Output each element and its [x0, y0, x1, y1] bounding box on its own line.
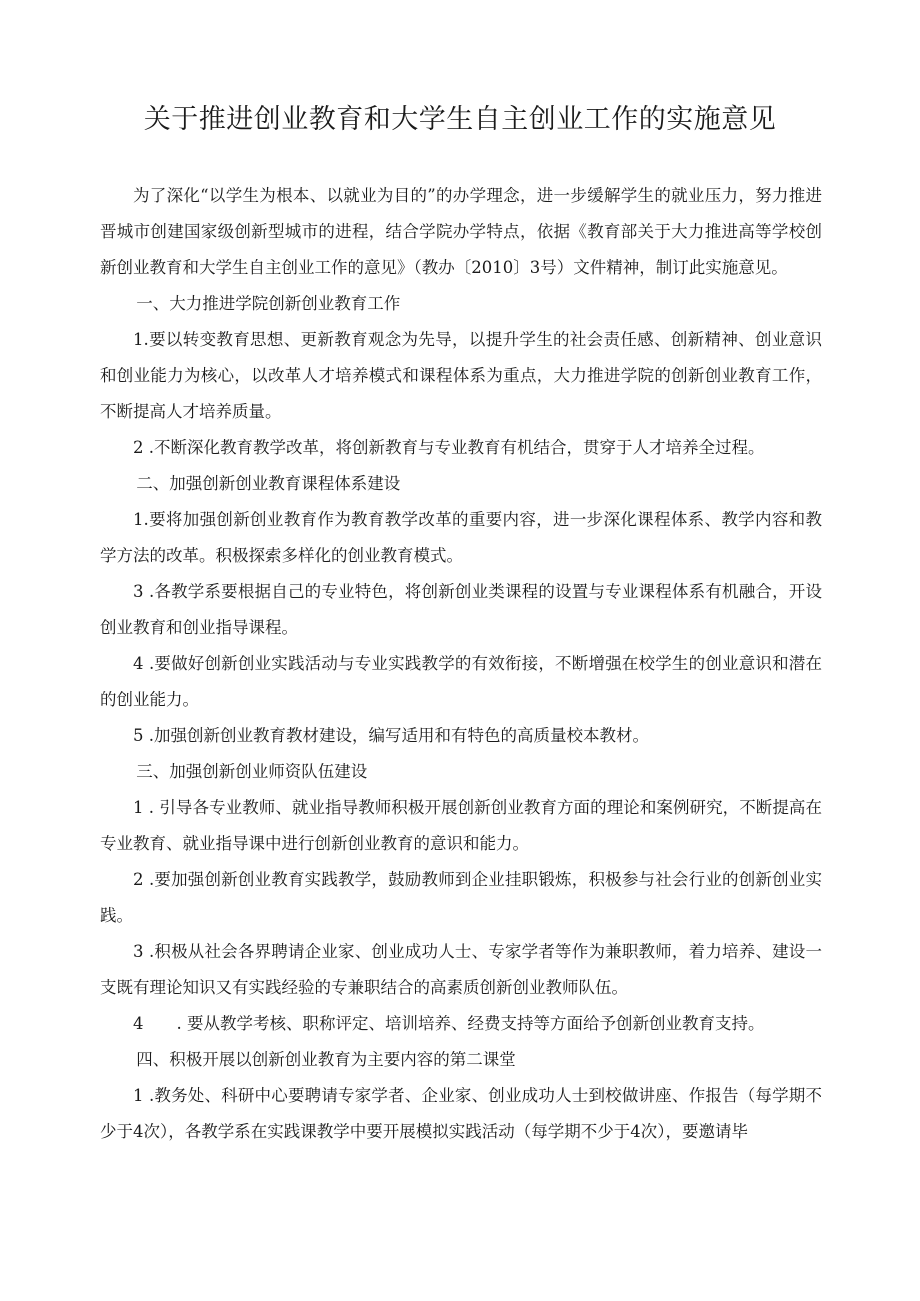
section-3-item-2: 2 .要加强创新创业教育实践教学，鼓励教师到企业挂职锻炼，积极参与社会行业的创新创业实践。: [100, 870, 822, 925]
section-1-item-1: 1.要以转变教育思想、更新教育观念为先导，以提升学生的社会责任感、创新精神、创业意识和创业能力为核心，以改革人才培养模式和课程体系为重点，大力推进学院的创新创业教育工作，不断提高人才培养质量。: [100, 330, 822, 421]
section-3-item-3: 3 .积极从社会各界聘请企业家、创业成功人士、专家学者等作为兼职教师，着力培养、建设一支既有理论知识又有实践经验的专兼职结合的高素质创新创业教师队伍。: [100, 942, 822, 997]
section-heading-1: 一、大力推进学院创新创业教育工作: [136, 294, 401, 313]
section-heading-4: 四、积极开展以创新创业教育为主要内容的第二课堂: [136, 1050, 516, 1069]
section-3-item-1: 1 . 引导各专业教师、就业指导教师积极开展创新创业教育方面的理论和案例研究，不断提高在专业教育、就业指导课中进行创新创业教育的意识和能力。: [100, 798, 822, 853]
section-heading-3: 三、加强创新创业师资队伍建设: [136, 762, 368, 781]
section-heading-2: 二、加强创新创业教育课程体系建设: [136, 474, 401, 493]
document-body: [100, 178, 822, 1150]
document-title: 关于推进创业教育和大学生自主创业工作的实施意见: [143, 104, 777, 135]
intro-paragraph: 为了深化“以学生为根本、以就业为目的”的办学理念，进一步缓解学生的就业压力，努力推进晋城市创建国家级创新型城市的进程，结合学院办学特点，依据《教育部关于大力推进高等学校创新创业教育和大学生自主创业工作的意见》（教办〔2010〕3号）文件精神，制订此实施意见。: [100, 186, 822, 277]
section-2-item-5: 5 .加强创新创业教育教材建设，编写适用和有特色的高质量校本教材。: [133, 726, 649, 745]
section-2-item-4: 4 .要做好创新创业实践活动与专业实践教学的有效衔接，不断增强在校学生的创业意识和潜在的创业能力。: [100, 654, 822, 709]
section-3-item-4: 4 . 要从教学考核、职称评定、培训培养、经费支持等方面给予创新创业教育支持。: [133, 1014, 765, 1033]
section-1-item-2: 2 .不断深化教育教学改革，将创新教育与专业教育有机结合，贯穿于人才培养全过程。: [133, 438, 765, 457]
section-2-item-1: 1.要将加强创新创业教育作为教育教学改革的重要内容，进一步深化课程体系、教学内容和教学方法的改革。积极探索多样化的创业教育模式。: [100, 510, 822, 565]
section-4-item-1: 1 .教务处、科研中心要聘请专家学者、企业家、创业成功人士到校做讲座、作报告（每学期不少于4次），各教学系在实践课教学中要开展模拟实践活动（每学期不少于4次），要邀请毕: [100, 1086, 822, 1141]
section-2-item-3: 3 .各教学系要根据自己的专业特色，将创新创业类课程的设置与专业课程体系有机融合，开设创业教育和创业指导课程。: [100, 582, 822, 637]
